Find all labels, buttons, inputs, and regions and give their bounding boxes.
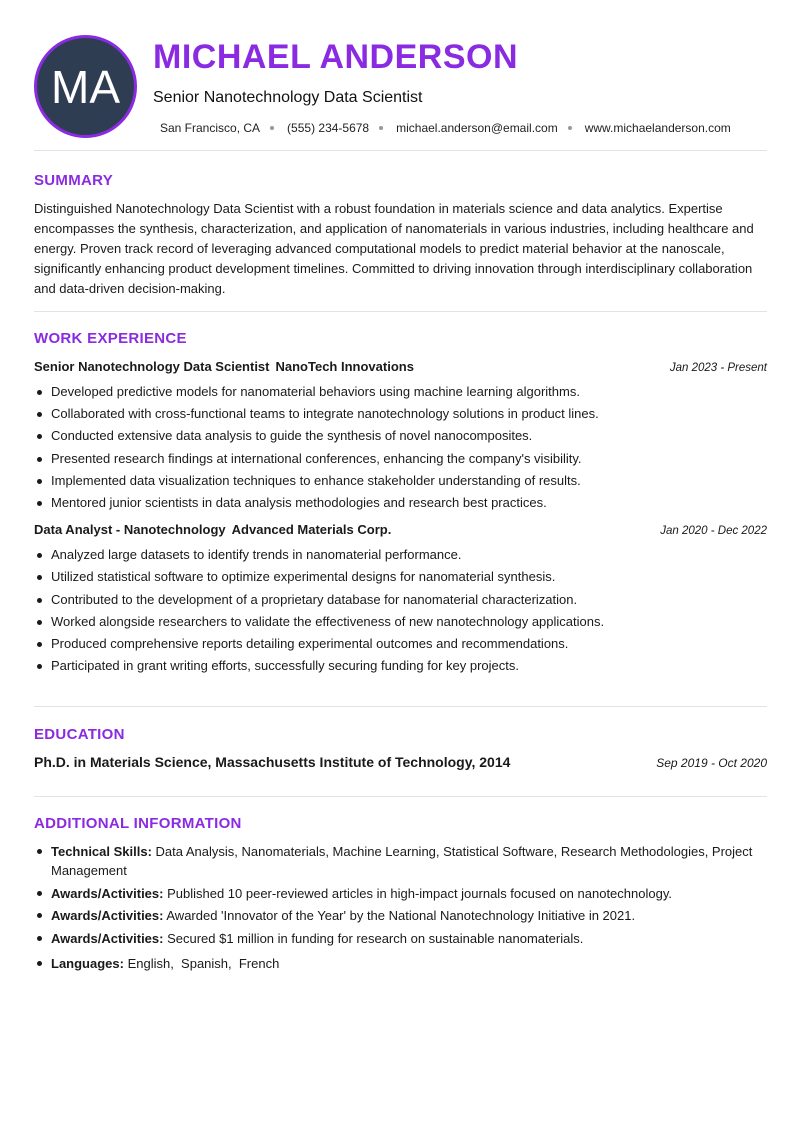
list-item: Worked alongside researchers to validate the effectiveness of new nanotechnology applications. (34, 611, 767, 633)
education-dates: Sep 2019 - Oct 2020 (656, 756, 767, 770)
education-degree: Ph.D. in Materials Science, Massachusetts Institute of Technology, 2014 (34, 754, 511, 770)
info-text: Awarded 'Innovator of the Year' by the National Nanotechnology Initiative in 2021. (163, 908, 636, 923)
job-header (34, 359, 767, 374)
work-experience-heading: WORK EXPERIENCE (34, 330, 187, 347)
summary-heading: SUMMARY (34, 172, 114, 189)
list-item: Conducted extensive data analysis to guide the synthesis of novel nanocomposites. (34, 425, 767, 447)
list-item: Produced comprehensive reports detailing experimental outcomes and recommendations. (34, 633, 767, 655)
info-label: Technical Skills: (51, 844, 152, 859)
list-item: Utilized statistical software to optimize experimental designs for nanomaterial synthesis. (34, 566, 767, 588)
job-dates: Jan 2023 - Present (669, 362, 767, 374)
contact-info (160, 121, 731, 135)
job-entry (34, 522, 767, 677)
info-text: Secured $1 million in funding for research on sustainable nanomaterials. (163, 930, 584, 946)
education-entry (34, 754, 767, 770)
job-title-line (34, 522, 391, 537)
info-label: Awards/Activities: (51, 930, 164, 946)
list-item: Contributed to the development of a proprietary database for nanomaterial characterization. (34, 589, 767, 611)
additional-info-list (34, 842, 767, 973)
list-item: Collaborated with cross-functional teams to integrate nanotechnology solutions in product lines. (34, 403, 767, 425)
education-section (34, 707, 767, 797)
summary-section (34, 151, 767, 312)
job-header (34, 522, 767, 537)
avatar (34, 35, 137, 138)
separator-dot (379, 126, 383, 130)
list-item (34, 906, 767, 925)
info-text: English, Spanish, French (123, 955, 280, 971)
contact-email: michael.anderson@email.com (396, 121, 558, 135)
list-item: Implemented data visualization techniques to enhance stakeholder understanding of results. (34, 470, 767, 492)
info-label: Awards/Activities: (51, 885, 164, 901)
job-bullets (34, 381, 767, 514)
avatar-initials: MA (51, 60, 120, 113)
job-title: Senior Nanotechnology Data Scientist (34, 359, 270, 374)
candidate-title: Senior Nanotechnology Data Scientist (153, 89, 423, 106)
job-title-line (34, 359, 414, 374)
list-item (34, 884, 767, 903)
list-item: Presented research findings at international conferences, enhancing the company's visibility. (34, 448, 767, 470)
contact-location: San Francisco, CA (160, 121, 261, 135)
additional-info-heading: ADDITIONAL INFORMATION (34, 815, 242, 832)
list-item: Participated in grant writing efforts, successfully securing funding for key projects. (34, 655, 767, 677)
list-item (34, 842, 767, 880)
info-label: Awards/Activities: (51, 908, 164, 923)
work-experience-section (34, 312, 767, 707)
info-text: Published 10 peer-reviewed articles in high-impact journals focused on nanotechnology. (163, 885, 672, 901)
info-label: Languages: (51, 955, 124, 971)
job-dates: Jan 2020 - Dec 2022 (660, 525, 767, 538)
candidate-name: MICHAEL ANDERSON (153, 38, 519, 76)
info-text: Data Analysis, Nanomaterials, Machine Learning, Statistical Software, Research Methodologies, Project Management (51, 844, 753, 878)
job-title: Data Analyst - Nanotechnology (34, 522, 226, 538)
separator-dot (270, 126, 274, 130)
list-item: Analyzed large datasets to identify trends in nanomaterial performance. (34, 544, 767, 566)
additional-info-section (34, 797, 767, 973)
education-heading: EDUCATION (34, 726, 125, 743)
list-item: Developed predictive models for nanomaterial behaviors using machine learning algorithms. (34, 381, 767, 403)
job-company: NanoTech Innovations (275, 359, 414, 374)
list-item (34, 954, 767, 973)
list-item (34, 929, 767, 948)
contact-website: www.michaelanderson.com (584, 121, 731, 135)
list-item: Mentored junior scientists in data analysis methodologies and research best practices. (34, 492, 767, 514)
resume-header (34, 0, 767, 151)
contact-phone: (555) 234-5678 (287, 121, 370, 135)
summary-text: Distinguished Nanotechnology Data Scientist with a robust foundation in materials science and data analytics. Expertise encompasses the synthesis, characterization, and application of nanomaterials in various industries, including healthcare and energy. Proven track record of leveraging advanced computational models to predict material behavior at the nanoscale, significantly enhancing product development timelines. Committed to driving innovation through interdisciplinary collaboration and data-driven decision-making. (34, 201, 754, 296)
job-entry (34, 359, 767, 514)
separator-dot (568, 126, 572, 130)
job-bullets (34, 544, 767, 677)
job-company: Advanced Materials Corp. (231, 522, 392, 538)
